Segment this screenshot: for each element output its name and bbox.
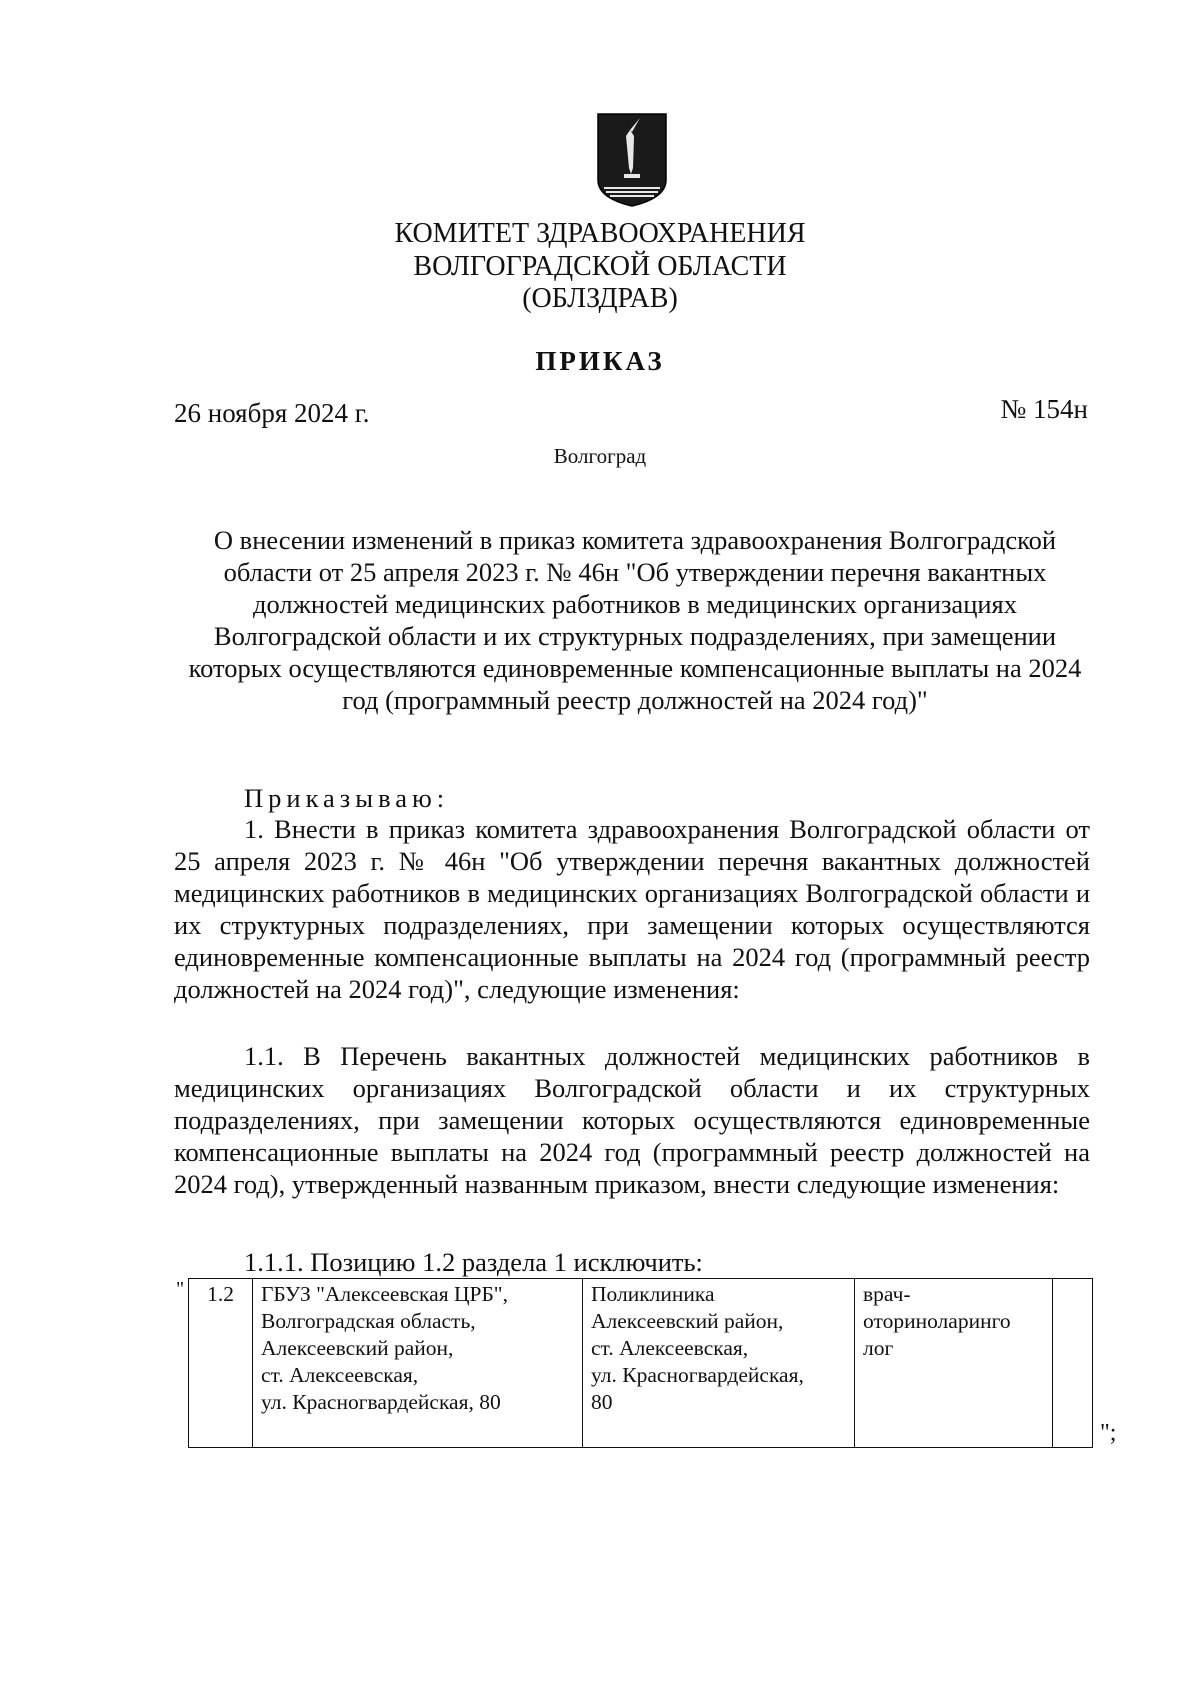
organization-line: ул. Красногвардейская, 80 (261, 1390, 501, 1414)
order-city: Волгоград (553, 444, 647, 468)
subdivision-line: Алексеевский район, (591, 1309, 784, 1333)
paragraph-1-1-1: 1.1.1. Позицию 1.2 раздела 1 исключить: (244, 1247, 703, 1277)
closing-quote: "; (1100, 1420, 1117, 1446)
order-subject: О внесении изменений в приказ комитета здравоохранения Волгоградской области от 25 апреля 2023 г. № 46н "Об утверждении перечня вакантных должностей медицинских работников в медицинских организациях Волгоградской области и их структурных подразделениях, при замещении которых осуществляются единовременные компенсационные выплаты на 2024 год (программный реестр должностей на 2024 год)" (188, 525, 1082, 715)
organization-line: ГБУЗ "Алексеевская ЦРБ", (261, 1282, 508, 1306)
volgograd-coat-of-arms-icon (596, 112, 668, 208)
position-line: врач- (863, 1282, 911, 1306)
order-word: Приказываю: (244, 783, 450, 813)
order-number: № 154н (1000, 394, 1088, 424)
paragraph-1 (174, 813, 1090, 1005)
subdivision-cell (583, 1279, 855, 1448)
opening-quote: " (176, 1278, 185, 1300)
order-date: 26 ноября 2024 г. (174, 398, 370, 428)
organization-line: Волгоградская область, (261, 1309, 476, 1333)
paragraph-1-1-text: 1.1. В Перечень вакантных должностей медицинских работников в медицинских организациях Волгоградской области и их структурных подразделениях, при замещении которых осуществляются единовременные компенсационные выплаты на 2024 год (программный реестр должностей на 2024 год), утвержденный названным приказом, внести следующие изменения: (174, 1041, 1090, 1199)
table-row (189, 1279, 1093, 1448)
position-cell (855, 1279, 1053, 1448)
position-line: лог (863, 1336, 894, 1360)
committee-name-line-3: (ОБЛЗДРАВ) (522, 283, 678, 314)
document-title: ПРИКАЗ (535, 346, 665, 376)
subdivision-line: Поликлиника (591, 1282, 715, 1306)
excluded-position-table (188, 1278, 1093, 1448)
subdivision-line: ул. Красногвардейская, (591, 1363, 804, 1387)
committee-name-line-1: КОМИТЕТ ЗДРАВООХРАНЕНИЯ (394, 218, 806, 249)
paragraph-1-1 (174, 1040, 1090, 1200)
organization-cell (253, 1279, 583, 1448)
extra-cell (1053, 1279, 1093, 1448)
organization-line: Алексеевский район, (261, 1336, 454, 1360)
subdivision-line: 80 (591, 1390, 613, 1414)
paragraph-1-text: 1. Внести в приказ комитета здравоохранения Волгоградской области от 25 апреля 2023 г. № 46н "Об утверждении перечня вакантных должностей медицинских работников в медицинских организациях Волгоградской области и их структурных подразделениях, при замещении которых осуществляются единовременные компенсационные выплаты на 2024 год (программный реестр должностей на 2024 год)", следующие изменения: (174, 814, 1090, 1004)
organization-line: ст. Алексеевская, (261, 1363, 419, 1387)
position-line: оториноларинго (863, 1309, 1011, 1333)
position-number-cell: 1.2 (189, 1279, 253, 1448)
subdivision-line: ст. Алексеевская, (591, 1336, 749, 1360)
committee-name-line-2: ВОЛГОГРАДСКОЙ ОБЛАСТИ (413, 251, 787, 282)
